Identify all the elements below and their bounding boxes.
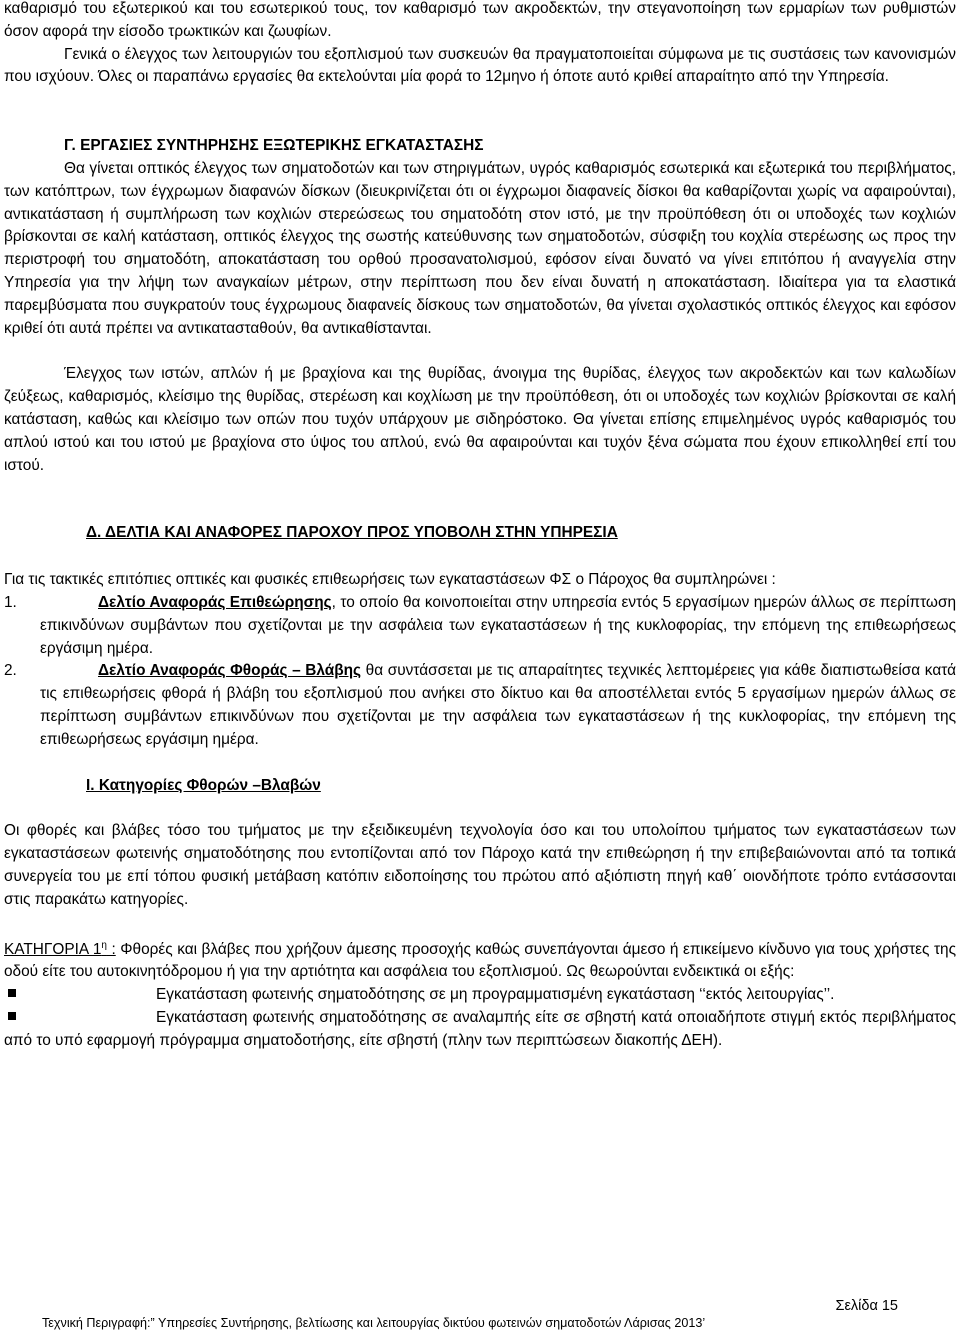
document-page [4,0,956,1053]
section-i-paragraph-1: Οι φθορές και βλάβες τόσο του τμήματος με την εξειδικευμένη τεχνολογία όσο και του υπολοίπου τμήματος των εγκαταστάσεων των εγκαταστάσεων φωτεινής σηματοδότησης που εντοπίζονται από τον Πάροχο κατά την επιθεώρηση ή την επιβεβαιώνονται από τα τοπικά συνεργεία του με επί τόπου φυσική μετάβαση κατόπιν ειδοποίησης του πρώτου από αξιόπιστη πηγή καθ΄ οιονδήποτε τρόπο εντάσσονται στις παρακάτω κατηγορίες. [4,822,956,908]
report-item-text: θα συντάσσεται με τις απαραίτητες τεχνικές λεπτομέρειες για κάθε διαπιστωθείσα κατά τις επιθεωρήσεις φθορά ή βλάβη του εξοπλισμού που ανήκει στο δίκτυο και θα αποστέλλεται εντός 5 εργασίμων ημερών άλλως σε περίπτωση συμβάντων επικινδύνων που σχετίζονται με την ασφάλεια των εγκαταστάσεων ή της κυκλοφορίας, την επόμενη της επιθεωρήσεως εργάσιμη ημέρα. [40,662,956,748]
report-item-1 [4,592,956,660]
section-g-paragraph-1: Θα γίνεται οπτικός έλεγχος των σηματοδοτών και των στηριγμάτων, υγρός καθαρισμός εσωτερικά και εξωτερικά του περιβλήματος, των κατόπτρων, των έγχρωμων διαφανών δίσκων (διευκρινίζεται ότι οι έγχρωμοι διαφανείς δίσκοι θα καθαρίζονται χωρίς να αφαιρούνται), αντικατάσταση ή συμπλήρωση των κοχλιών στερεώσεως του σηματοδότη στον ιστό, με την προϋπόθεση ότι οι υποδοχές των κοχλιών βρίσκονται σε καλή κατάσταση, οπτικός έλεγχος της σωστής κατεύθυνσης των σηματοδοτών, σύσφιξη του κοχλία στερέωσης ως προς την περιστροφή του σηματοδότη, αποκατάσταση του ορθού προσανατολισμού, εφόσον είναι δυνατό να γίνει επιτόπου ή αναγγελία στην Υπηρεσία για την λήψη των αναγκαίων μέτρων, στην περίπτωση που δεν είναι δυνατή η αποκατάσταση. Ιδιαίτερα για τα ελαστικά παρεμβύσματα που συγκρατούν τους έγχρωμους διαφανείς δίσκους των σηματοδοτών, θα γίνεται σχολαστικός οπτικός έλεγχος και εφόσον κριθεί ότι αυτά πρέπει να αντικατασταθούν, θα αντικαθίστανται. [4,159,956,337]
section-g-heading: Γ. ΕΡΓΑΣΙΕΣ ΣΥΝΤΗΡΗΣΗΣ ΕΞΩΤΕΡΙΚΗΣ ΕΓΚΑΤΑΣΤΑΣΗΣ [64,137,484,155]
category-1-text: Φθορές και βλάβες που χρήζουν άμεσης προσοχής καθώς συνεπάγονται άμεσο ή επικείμενο κίνδυνο για τους χρήστες της οδού είτε του αυτοκινητόδρομου ή για την αρτιότητα και ασφάλεια του εξοπλισμού. Ως θεωρούνται ενδεικτικά οι εξής: [4,940,956,981]
intro-paragraph-1: καθαρισμό του εξωτερικού και του εσωτερικού τους, τον καθαρισμό των ακροδεκτών, την στεγανοποίηση των ερμαρίων των ρυθμιστών όσον αφορά την είσοδο τρωκτικών και ζωυφίων. [4,0,956,40]
bullet-item: Εγκατάσταση φωτεινής σηματοδότησης σε μη προγραμματισμένη εγκατάσταση ‘‘εκτός λειτουργίας’’. [4,984,956,1007]
bullet-item: Εγκατάσταση φωτεινής σηματοδότησης σε αναλαμπής είτε σε σβηστή κατά οποιαδήποτε στιγμή εκτός περιβλήματος από το υπό εφαρμογή πρόγραμμα σηματοδοτήσης, είτε σβηστή (πλην των περιπτώσεων διακοπής ΔΕΗ). [4,1009,956,1049]
report-item-number: 1. [4,593,17,611]
report-item-text: , το οποίο θα κοινοποιείται στην υπηρεσία εντός 5 εργασίμων ημερών άλλως σε περίπτωση επικινδύνων συμβάντων που σχετίζονται με την ασφάλεια των εγκαταστάσεων ή της κυκλοφορίας, την επόμενη της επιθεωρήσεως εργάσιμη ημέρα. [40,593,957,657]
page-number: Σελίδα 15 [835,1298,898,1314]
section-i-heading: Ι. Κατηγορίες Φθορών –Βλαβών [86,776,321,794]
report-item-2 [4,660,956,751]
report-item-name: Δελτίο Αναφοράς Φθοράς – Βλάβης [98,662,362,680]
category-1-label: ΚΑΤΗΓΟΡΙΑ $1^\eta$ : [4,939,116,958]
document-footer-title: Τεχνική Περιγραφή:” Υπηρεσίες Συντήρησης, βελτίωσης και λειτουργίας δικτύου φωτεινών σηματοδοτών Λάρισας 2013’ [42,1316,706,1330]
bullet-square-icon [8,989,16,997]
bullet-square-icon [8,1012,16,1020]
section-d-heading: Δ. ΔΕΛΤΙΑ ΚΑΙ ΑΝΑΦΟΡΕΣ ΠΑΡΟΧΟΥ ΠΡΟΣ ΥΠΟΒΟΛΗ ΣΤΗΝ ΥΠΗΡΕΣΙΑ [86,524,618,542]
category-1-bullets [4,984,956,1052]
report-list [4,592,956,752]
section-d-intro: Για τις τακτικές επιτόπιες οπτικές και φυσικές επιθεωρήσεις των εγκαταστάσεων ΦΣ ο Πάροχος θα συμπληρώνει : [4,571,776,589]
report-item-number: 2. [4,662,17,680]
section-g-paragraph-2: Έλεγχος των ιστών, απλών ή με βραχίονα και της θυρίδας, άνοιγμα της θυρίδας, έλεγχος των ακροδεκτών και των καλωδίων ζεύξεως, καθαρισμός, κλείσιμο της θυρίδας, στερέωση και κοχλίωση με την προϋπόθεση, ότι οι υποδοχές των κοχλιών βρίσκονται σε καλή κατάσταση, καθώς και κλείσιμο των οπών που τυχόν υπάρχουν με σιδηρόστοκο. Θα γίνεται επίσης επιμελημένος υγρός καθαρισμός του απλού ιστού και του ιστού με βραχίονα στο ύψος του απλού, ενώ θα αφαιρούνται και τυχόν ξένα σώματα που έχουν επικολληθεί επί του ιστού. [4,365,956,474]
report-item-name: Δελτίο Αναφοράς Επιθεώρησης [98,593,332,611]
category-1-paragraph [4,935,956,985]
intro-paragraph-2: Γενικά ο έλεγχος των λειτουργιών του εξοπλισμού των συσκευών θα πραγματοποιείται σύμφωνα με τις συστάσεις των κανονισμών που ισχύουν. Όλες οι παραπάνω εργασίες θα εκτελούνται μία φορά το 12μηνο ή όποτε αυτό κριθεί απαραίτητο από την Υπηρεσία. [4,45,956,86]
